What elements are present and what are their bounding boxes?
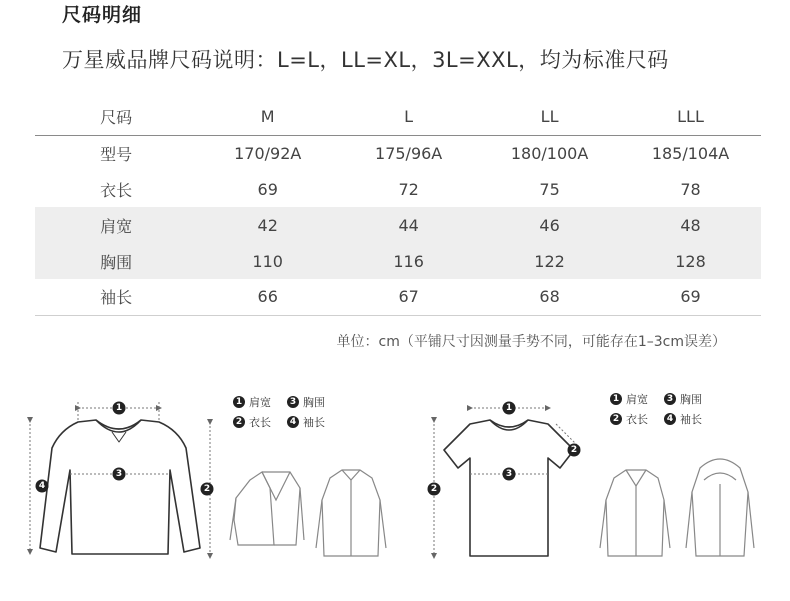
page-title: 尺码明细 — [62, 4, 143, 26]
legend-label: 衣长 — [626, 413, 648, 426]
shirt-icon — [600, 470, 670, 556]
table-cell: 78 — [680, 179, 701, 199]
header-cell: LLL — [620, 99, 761, 135]
table-cell: 67 — [338, 279, 479, 315]
table-cell: 180/100A — [510, 143, 589, 163]
legend-number: 4 — [287, 416, 299, 428]
table-cell: 46 — [479, 207, 620, 243]
row-label: 型号 — [100, 144, 133, 164]
row-label: 肩宽 — [35, 207, 197, 243]
hoodie-icon — [686, 459, 754, 556]
legend-number: 4 — [664, 413, 676, 425]
badge-3-label: 3 — [505, 469, 513, 479]
legend-label: 胸围 — [303, 396, 325, 409]
table-cell: 122 — [479, 243, 620, 279]
table-cell: 68 — [479, 279, 620, 315]
table-cell: 110 — [197, 243, 338, 279]
row-label: 袖长 — [35, 279, 197, 315]
badge-1-label: 1 — [505, 403, 513, 413]
jacket-icon — [316, 470, 386, 556]
legend-number: 1 — [233, 396, 245, 408]
row-label: 衣长 — [100, 180, 133, 200]
table-cell: 185/104A — [651, 143, 730, 163]
t-shirt-icon — [444, 420, 574, 556]
badge-2-label: 2 — [430, 484, 438, 494]
table-cell: 44 — [338, 207, 479, 243]
table-cell: 66 — [197, 279, 338, 315]
badge-2-label: 2 — [570, 445, 578, 455]
size-explanation: 万星威品牌尺码说明：L=L，LL=XL，3L=XXL，均为标准尺码 — [62, 48, 669, 72]
legend-number: 3 — [664, 393, 676, 405]
unit-note: 单位：cm（平铺尺寸因测量手势不同，可能存在1–3cm误差） — [336, 334, 726, 350]
table-cell: 42 — [197, 207, 338, 243]
legend-label: 肩宽 — [626, 393, 648, 406]
table-cell: 175/96A — [375, 143, 443, 163]
legend-label: 袖长 — [303, 416, 325, 429]
legend-number: 1 — [610, 393, 622, 405]
blazer-icon — [230, 472, 304, 545]
header-cell: L — [338, 99, 479, 135]
legend-label: 袖长 — [680, 413, 702, 426]
badge-4-label: 4 — [38, 481, 46, 491]
badge-2-label: 2 — [203, 484, 211, 494]
legend-label: 肩宽 — [249, 396, 271, 409]
table-cell: 69 — [257, 179, 278, 199]
table-cell: 48 — [620, 207, 761, 243]
legend-label: 衣长 — [249, 416, 271, 429]
table-cell: 170/92A — [234, 143, 302, 163]
legend-label: 胸围 — [680, 393, 702, 406]
long-sleeve-shirt-icon — [40, 420, 200, 554]
table-cell: 128 — [620, 243, 761, 279]
badge-1-label: 1 — [115, 403, 123, 413]
header-cell: LL — [479, 99, 620, 135]
legend-number: 2 — [233, 416, 245, 428]
row-label: 胸围 — [35, 243, 197, 279]
table-cell: 116 — [338, 243, 479, 279]
table-cell: 75 — [539, 179, 560, 199]
header-cell: M — [197, 99, 338, 135]
table-cell: 72 — [398, 179, 419, 199]
legend-number: 3 — [287, 396, 299, 408]
header-cell: 尺码 — [35, 99, 197, 135]
table-cell: 69 — [620, 279, 761, 315]
badge-3-label: 3 — [115, 469, 123, 479]
legend-number: 2 — [610, 413, 622, 425]
